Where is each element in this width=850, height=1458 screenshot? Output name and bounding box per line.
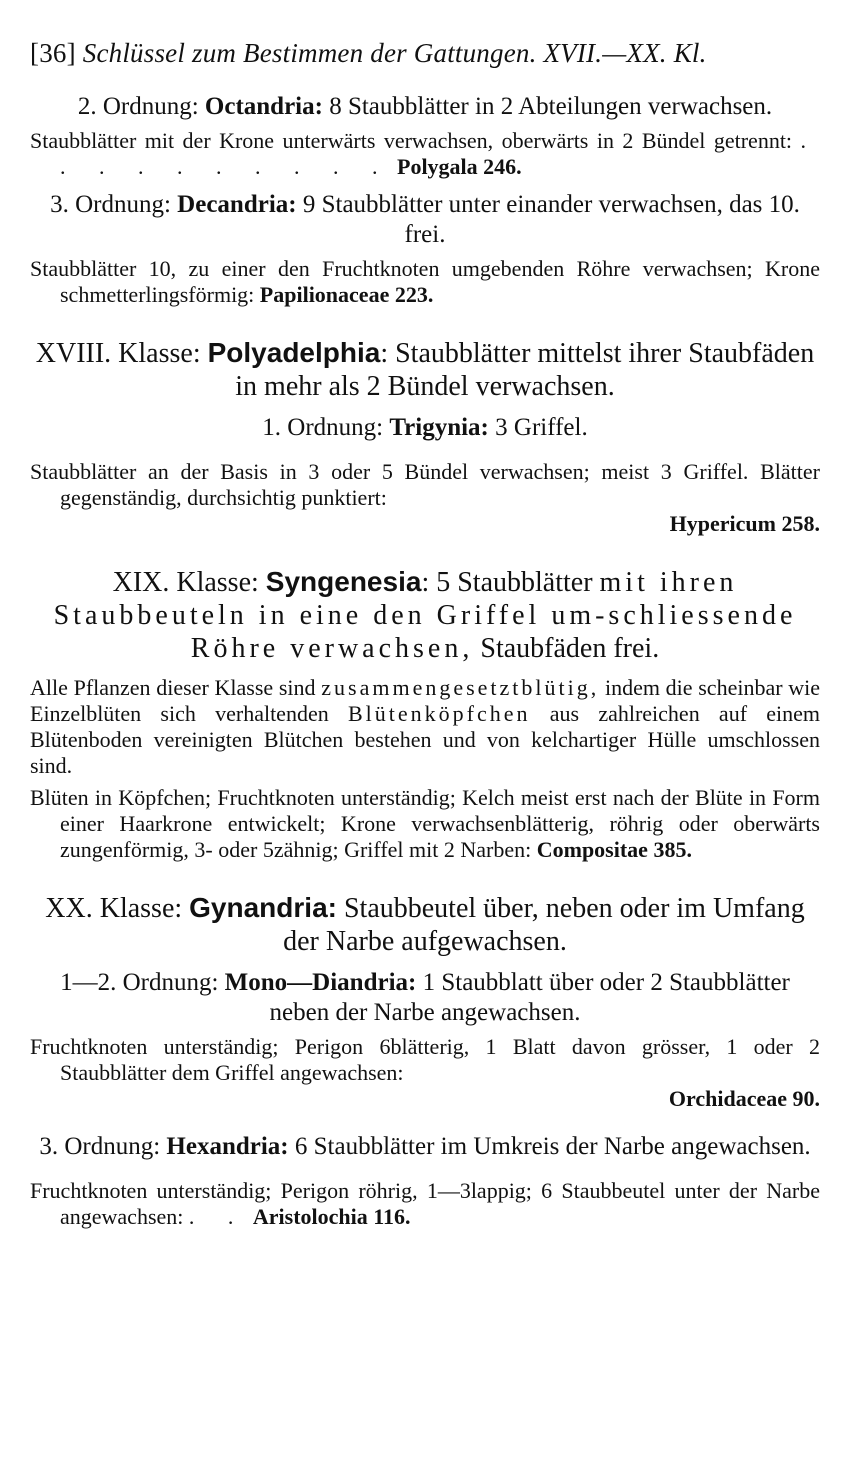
entry-result-line [30,511,820,537]
entry-result-line [30,1086,820,1112]
order-decandria [34,190,816,250]
key-entry-orchidaceae [30,1034,820,1086]
entry-result: Hypericum 258. [669,511,820,536]
key-entry-compositae [30,785,820,863]
order-trigynia [34,413,816,443]
class-description-end: Staubfäden frei. [480,633,660,664]
entry-result: Polygala 246. [397,154,522,179]
note-text: Alle Pflanzen dieser Klasse sind [30,675,316,700]
note-text: aus zahlreichen auf einem Blütenboden vereinigten Blütchen bestehen und von kelchartiger Hülle umschlossen sind. [30,701,821,778]
class-gynandria [30,891,820,958]
order-name: Mono—Diandria: [224,969,417,996]
order-description: 9 Staubblätter unter einander verwachsen, das 10. frei. [302,191,800,248]
order-name: Decandria: [177,191,297,218]
order-description: 1 Staubblatt über oder 2 Staubblätter neben der Narbe angewachsen. [269,969,790,1026]
class-name: Syngenesia [265,566,422,597]
key-entry-polygala [30,128,820,180]
class-name: Gynandria: [189,892,337,923]
order-label: 2. Ordnung: [77,93,199,120]
order-label: 1. Ordnung: [262,414,384,441]
class-note [30,675,820,779]
order-name: Hexandria: [166,1133,289,1160]
key-entry-papilionaceae [30,256,820,308]
order-label: 3. Ordnung: [39,1133,161,1160]
order-label: 1—2. Ordnung: [60,969,219,996]
entry-text: Staubblätter mit der Krone unterwärts verwachsen, oberwärts in 2 Bündel getrennt: [30,128,793,153]
leader-dots: . . . . . . . . . . [60,128,821,179]
order-label: 3. Ordnung: [50,191,171,218]
running-head-title: Schlüssel zum Bestimmen der Gattungen. XVII.—XX. Kl. [82,38,707,68]
key-entry-aristolochia [30,1178,820,1230]
class-polyadelphia [30,336,820,403]
class-description: : Staubblätter mittelst ihrer Staubfäden in mehr als 2 Bündel verwachsen. [235,338,815,402]
order-description: 3 Griffel. [495,414,588,441]
class-label: XVIII. Klasse: [35,338,201,369]
order-description: 8 Staubblätter in 2 Abteilungen verwachsen. [329,93,773,120]
order-name: Trigynia: [389,414,489,441]
entry-result: Orchidaceae 90. [668,1086,820,1111]
entry-text: Fruchtknoten unterständig; Perigon 6blätterig, 1 Blatt davon grösser, 1 oder 2 Staubblätter dem Griffel angewachsen: [30,1034,820,1085]
leader-dots: . . [188,1204,248,1229]
class-syngenesia [30,565,820,665]
class-description-spaced: mit ihren Staubbeuteln in eine den Griffel um-schliessende Röhre verwachsen, [53,567,797,664]
order-name: Octandria: [204,93,323,120]
order-octandria [34,92,816,122]
entry-text: Staubblätter an der Basis in 3 oder 5 Bündel verwachsen; meist 3 Griffel. Blätter gegenständig, durchsichtig punktiert: [30,459,820,510]
page-number: [36] [30,38,76,68]
order-description: 6 Staubblätter im Umkreis der Narbe angewachsen. [294,1133,811,1160]
order-hexandria [34,1132,816,1162]
class-label: XX. Klasse: [45,893,183,924]
note-spaced-term: Blütenköpfchen [347,701,531,726]
class-name: Polyadelphia [207,337,381,368]
order-mono-diandria [34,968,816,1028]
key-entry-hypericum [30,459,820,511]
note-text: indem die scheinbar wie Einzelblüten sich verhaltenden [30,675,821,726]
running-head [30,36,820,70]
class-description: : 5 Staubblätter [421,567,593,598]
class-label: XIX. Klasse: [112,567,259,598]
note-spaced-term: zusammengesetztblütig, [321,675,600,700]
entry-text: Staubblätter 10, zu einer den Fruchtknoten umgebenden Röhre verwachsen; Krone schmetterlingsförmig: [30,256,820,307]
entry-text: Fruchtknoten unterständig; Perigon röhrig, 1—3lappig; 6 Staubbeutel unter der Narbe angewachsen: [30,1178,820,1229]
entry-result: Papilionaceae 223. [259,282,434,307]
entry-text: Blüten in Köpfchen; Fruchtknoten unterständig; Kelch meist erst nach der Blüte in Form einer Haarkrone entwickelt; Krone verwachsenblätterig, röhrig oder oberwärts zungenförmig, 3- oder 5zähnig; Griffel mit 2 Narben: [30,785,820,862]
entry-result: Compositae 385. [536,837,692,862]
entry-result: Aristolochia 116. [252,1204,411,1229]
class-description: Staubbeutel über, neben oder im Umfang der Narbe aufgewachsen. [283,893,805,957]
